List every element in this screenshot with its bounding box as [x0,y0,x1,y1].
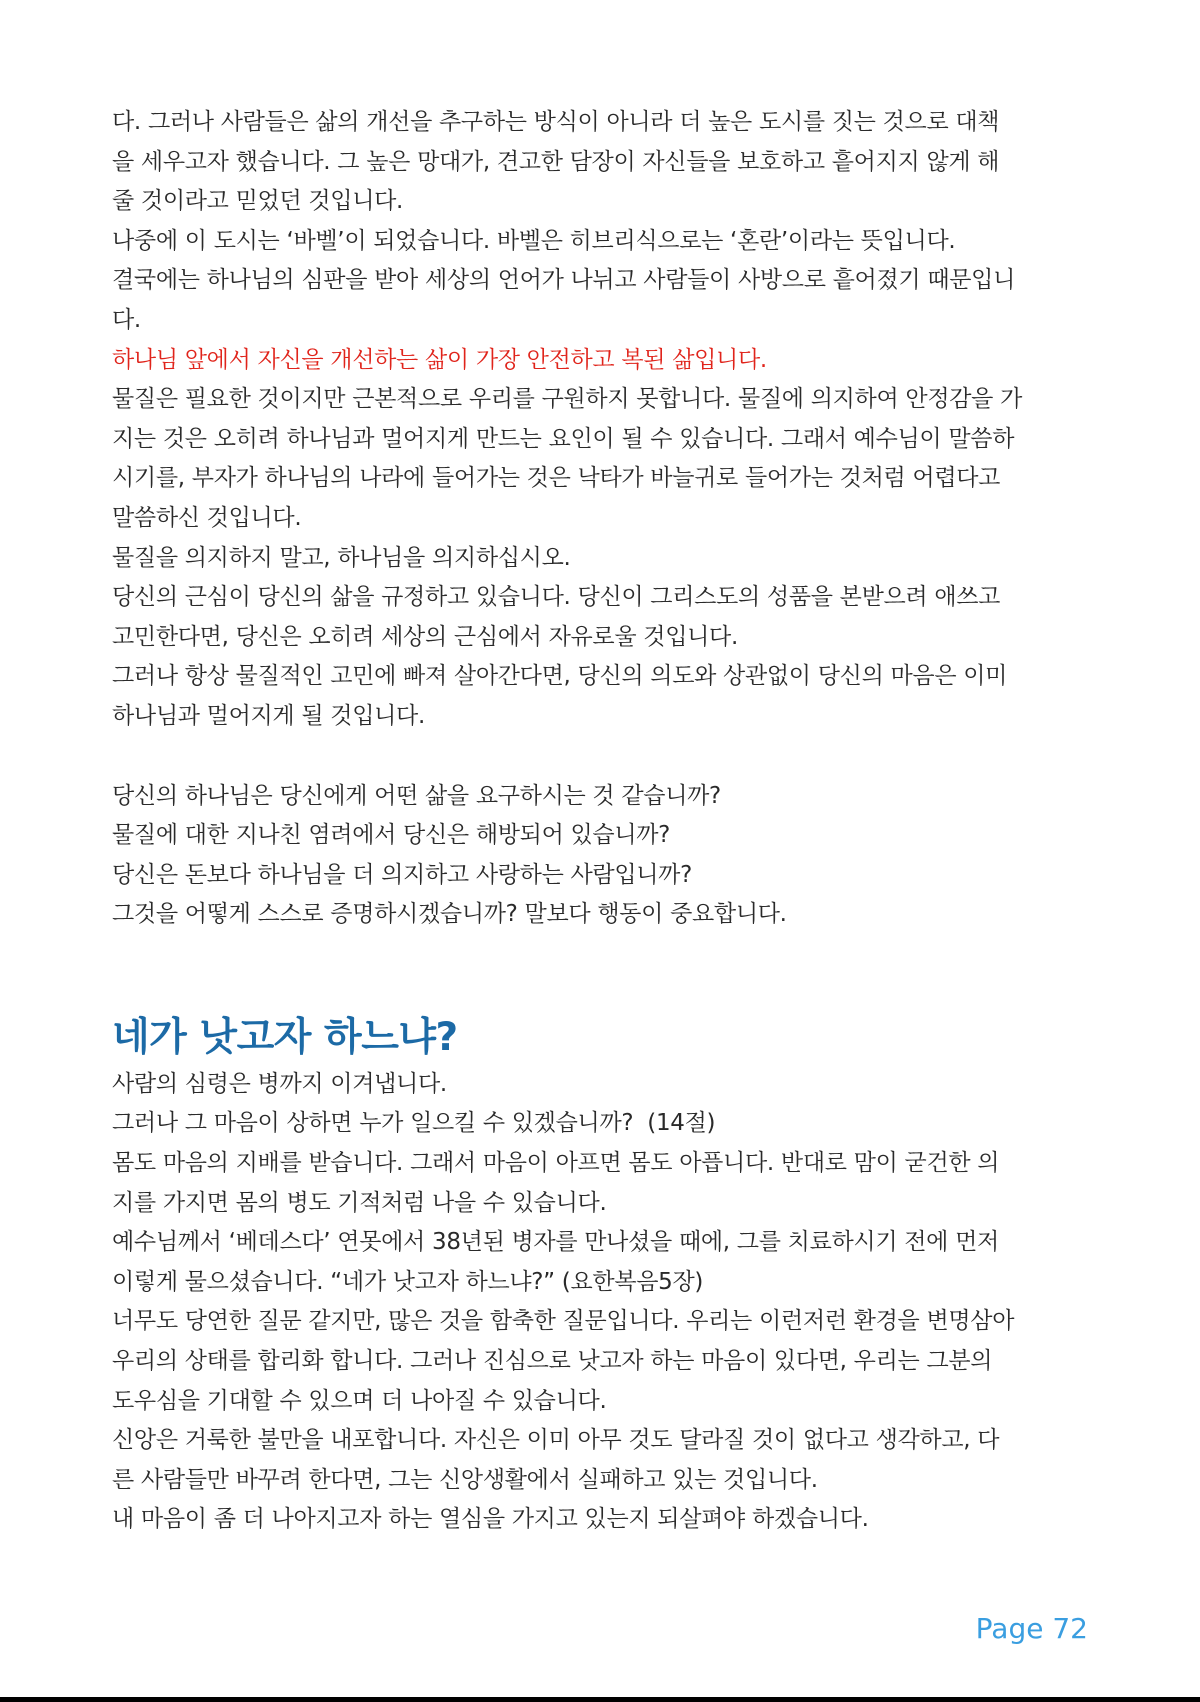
body-line: 그러나 그 마음이 상하면 누가 일으킬 수 있겠습니까? (14절) [112,1110,716,1137]
body-line: 내 마음이 좀 더 나아지고자 하는 열심을 가지고 있는지 되살펴야 하겠습니다. [112,1506,869,1533]
body-line: 신앙은 거룩한 불만을 내포합니다. 자신은 이미 아무 것도 달라질 것이 없다고 생각하고, 다 [112,1427,1000,1454]
question-line: 당신의 하나님은 당신에게 어떤 삶을 요구하시는 것 같습니까? [112,782,721,809]
body-line: 물질은 필요한 것이지만 근본적으로 우리를 구원하지 못합니다. 물질에 의지하여 안정감을 가 [112,386,1023,413]
page-number: Page 72 [975,1612,1088,1645]
body-line: 시기를, 부자가 하나님의 나라에 들어가는 것은 낙타가 바늘귀로 들어가는 것처럼 어렵다고 [112,465,1001,492]
question-line: 물질에 대한 지나친 염려에서 당신은 해방되어 있습니까? [112,822,671,849]
body-line: 줄 것이라고 믿었던 것입니다. [112,188,404,215]
body-line: 우리의 상태를 합리화 합니다. 그러나 진심으로 낫고자 하는 마음이 있다면, 우리는 그분의 [112,1348,993,1375]
body-line: 사람의 심령은 병까지 이겨냅니다. [112,1070,447,1097]
body-line: 른 사람들만 바꾸려 한다면, 그는 신앙생활에서 실패하고 있는 것입니다. [112,1466,818,1493]
question-line: 당신은 돈보다 하나님을 더 의지하고 사랑하는 사람입니까? [112,861,693,888]
highlighted-line: 하나님 앞에서 자신을 개선하는 삶이 가장 안전하고 복된 삶입니다. [112,346,767,373]
body-line: 그러나 항상 물질적인 고민에 빠져 살아간다면, 당신의 의도와 상관없이 당신의 마음은 이미 [112,663,1008,690]
body-line: 몸도 마음의 지배를 받습니다. 그래서 마음이 아프면 몸도 아픕니다. 반대로 맘이 굳건한 의 [112,1150,1000,1177]
body-line: 결국에는 하나님의 심판을 받아 세상의 언어가 나뉘고 사람들이 사방으로 흩어졌기 때문입니 [112,267,1015,294]
page-content [112,103,1092,1540]
body-line: 도우심을 기대할 수 있으며 더 나아질 수 있습니다. [112,1387,607,1414]
spacer [112,935,1092,1013]
body-line: 을 세우고자 했습니다. 그 높은 망대가, 견고한 담장이 자신들을 보호하고 흩어지지 않게 해 [112,148,1000,175]
body-line: 예수님께서 ‘베데스다’ 연못에서 38년된 병자를 만나셨을 때에, 그를 치료하시기 전에 먼저 [112,1229,999,1256]
body-line: 나중에 이 도시는 ‘바벨’이 되었습니다. 바벨은 히브리식으로는 ‘혼란’이라는 뜻입니다. [112,227,956,254]
section-heading: 네가 낫고자 하느냐? [112,1014,458,1060]
body-line: 지를 가지면 몸의 병도 기적처럼 나을 수 있습니다. [112,1189,607,1216]
body-line: 다. [112,306,141,333]
body-line: 다. 그러나 사람들은 삶의 개선을 추구하는 방식이 아니라 더 높은 도시를 짓는 것으로 대책 [112,109,1000,135]
bottom-divider [0,1697,1200,1702]
body-line: 너무도 당연한 질문 같지만, 많은 것을 함축한 질문입니다. 우리는 이런저런 환경을 변명삼아 [112,1308,1015,1335]
body-line: 이렇게 물으셨습니다. “네가 낫고자 하느냐?” (요한복음5장) [112,1268,704,1295]
body-line: 하나님과 멀어지게 될 것입니다. [112,702,425,729]
body-line: 당신의 근심이 당신의 삶을 규정하고 있습니다. 당신이 그리스도의 성품을 본받으려 애쓰고 [112,584,1001,611]
question-line: 그것을 어떻게 스스로 증명하시겠습니까? 말보다 행동이 중요합니다. [112,901,787,928]
spacer [112,737,1092,777]
body-line: 말씀하신 것입니다. [112,504,302,531]
body-line: 지는 것은 오히려 하나님과 멀어지게 만드는 요인이 될 수 있습니다. 그래서 예수님이 말씀하 [112,425,1015,452]
body-line: 물질을 의지하지 말고, 하나님을 의지하십시오. [112,544,571,571]
body-line: 고민한다면, 당신은 오히려 세상의 근심에서 자유로울 것입니다. [112,623,738,650]
